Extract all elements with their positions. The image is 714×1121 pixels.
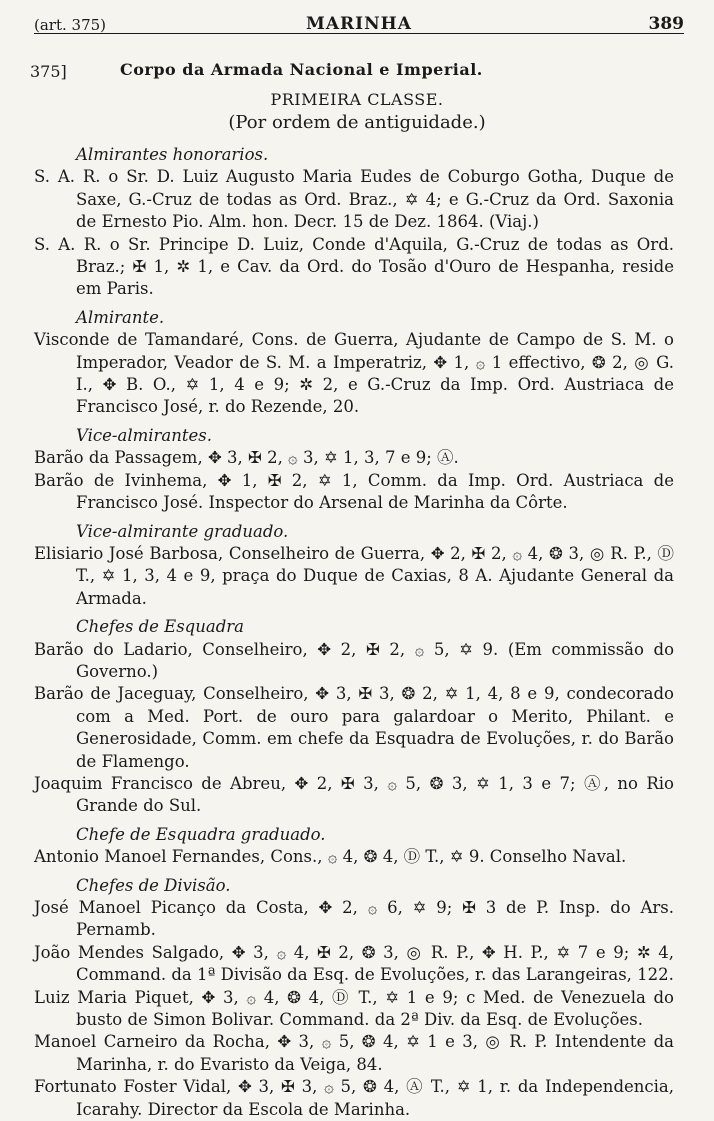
- section-title: Corpo da Armada Nacional e Imperial.: [120, 60, 483, 79]
- article-reference: (art. 375): [34, 16, 107, 34]
- officer-entry: Manoel Carneiro da Rocha, ✥ 3, ۞ 5, ❂ 4, ✡ 1 e 3, ◎ R. P. Intendente da Marinha, r. do Evaristo da Veiga, 84.: [34, 1032, 674, 1074]
- officer-entry: Barão do Ladario, Conselheiro, ✥ 2, ✠ 2, ۞ 5, ✡ 9. (Em commissão do Governo.): [34, 639, 674, 681]
- officer-entry: Visconde de Tamandaré, Cons. de Guerra, Ajudante de Campo de S. M. o Imperador, Veador de S. M. a Imperatriz, ✥ 1, ۞ 1 effectivo, ❂ 2, ◎ G. I., ✥ B. O., ✡ 1, 4 e 9; ✲ 2, e G.-Cruz da Imp. Ord. Austriaca de Francisco José, r. do Rezende, 20.: [34, 330, 674, 417]
- officer-entry: Joaquim Francisco de Abreu, ✥ 2, ✠ 3, ۞ 5, ❂ 3, ✡ 1, 3 e 7; Ⓐ, no Rio Grande do Sul.: [34, 773, 674, 816]
- rank-heading: Vice-almirante graduado.: [76, 521, 289, 541]
- officer-entry: S. A. R. o Sr. Principe D. Luiz, Conde d'Aquila, G.-Cruz de todas as Ord. Braz.; ✠ 1, ✲ 1, e Cav. da Ord. do Tosão d'Ouro de Hespanha, reside em Paris.: [34, 234, 674, 299]
- officer-entry: João Mendes Salgado, ✥ 3, ۞ 4, ✠ 2, ❂ 3, ◎ R. P., ✥ H. P., ✡ 7 e 9; ✲ 4, Command. da 1ª Divisão da Esq. de Evoluções, r. das Larangeiras, 122.: [34, 942, 674, 985]
- officer-entry: Barão da Passagem, ✥ 3, ✠ 2, ۞ 3, ✡ 1, 3, 7 e 9; Ⓐ.: [34, 448, 459, 468]
- rank-heading: Chefes de Divisão.: [76, 875, 231, 895]
- rank-heading: Almirante.: [76, 307, 165, 327]
- officer-entry: Fortunato Foster Vidal, ✥ 3, ✠ 3, ۞ 5, ❂ 4, Ⓐ T., ✡ 1, r. da Independencia, Icarahy. Director da Escola de Marinha.: [34, 1077, 674, 1119]
- officer-entry: S. A. R. o Sr. D. Luiz Augusto Maria Eudes de Coburgo Gotha, Duque de Saxe, G.-Cruz de todas as Ord. Braz., ✡ 4; e G.-Cruz da Ord. Saxonia de Ernesto Pio. Alm. hon. Decr. 15 de Dez. 1864. (Viaj.): [34, 167, 674, 232]
- page-number: 389: [648, 14, 684, 34]
- officer-entry: Elisiario José Barbosa, Conselheiro de Guerra, ✥ 2, ✠ 2, ۞ 4, ❂ 3, ◎ R. P., Ⓓ T., ✡ 1, 3, 4 e 9, praça do Duque de Caxias, 8 A. Ajudante General da Armada.: [34, 543, 674, 608]
- officer-entry: José Manoel Picanço da Costa, ✥ 2, ۞ 6, ✡ 9; ✠ 3 de P. Insp. do Ars. Pernamb.: [34, 898, 674, 940]
- rank-heading: Vice-almirantes.: [76, 425, 212, 445]
- officer-entry: Barão de Ivinhema, ✥ 1, ✠ 2, ✡ 1, Comm. da Imp. Ord. Austriaca de Francisco José. Inspector do Arsenal de Marinha da Côrte.: [34, 470, 674, 513]
- section-number: 375]: [30, 62, 67, 81]
- header-rule: [34, 33, 684, 34]
- roster-content: [34, 138, 674, 1121]
- officer-entry: Barão de Jaceguay, Conselheiro, ✥ 3, ✠ 3, ❂ 2, ✡ 1, 4, 8 e 9, condecorado com a Med. Port. de ouro para galardoar o Merito, Philant. e Generosidade, Comm. em chefe da Esquadra de Evoluções, r. do Barão de Flamengo.: [34, 684, 674, 771]
- running-head: [34, 12, 684, 38]
- officer-entry: Antonio Manoel Fernandes, Cons., ۞ 4, ❂ 4, Ⓓ T., ✡ 9. Conselho Naval.: [34, 847, 627, 867]
- running-title: MARINHA: [306, 14, 412, 34]
- rank-heading: Chefes de Esquadra: [76, 617, 244, 637]
- class-title: PRIMEIRA CLASSE.: [270, 90, 444, 109]
- officer-entry: Luiz Maria Piquet, ✥ 3, ۞ 4, ❂ 4, Ⓓ T., ✡ 1 e 9; c Med. de Venezuela do busto de Simon Bolivar. Command. da 2ª Div. da Esq. de Evoluções.: [34, 987, 674, 1030]
- rank-heading: Almirantes honorarios.: [76, 145, 269, 164]
- order-note: (Por ordem de antiguidade.): [228, 112, 486, 133]
- rank-heading: Chefe de Esquadra graduado.: [76, 824, 326, 844]
